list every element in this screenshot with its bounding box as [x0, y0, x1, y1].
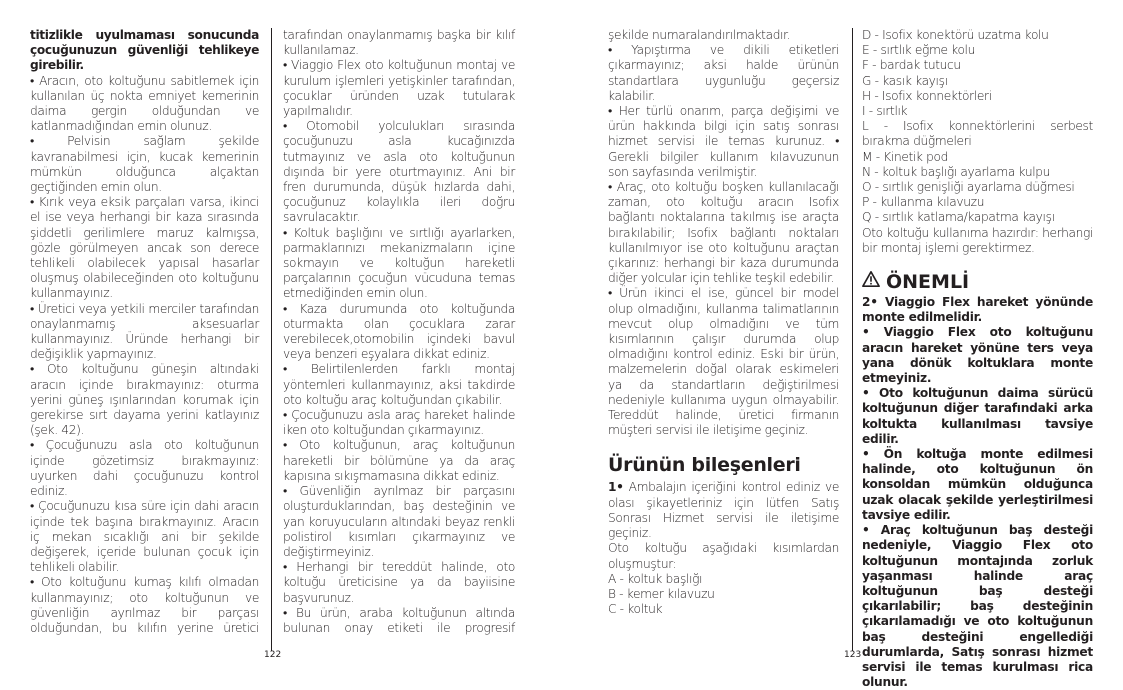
column3-paragraph: şekilde numaralandırılmaktadır. — [608, 28, 791, 42]
column1-paragraph: • Çocuğunuzu kısa süre için dahi aracın içinde tek başına bırakmayınız. Aracın iç mekan sıcaklığı ani bir şekilde değişerek, içeride bulunan çocuk için tehlikeli olabilir. — [30, 499, 259, 575]
column1-paragraph: • Pelvisin sağlam şekilde kavranabilmesi için, kucak kemerinin mümkün olduğunca alçaktan geçtiğinden emin olun. — [30, 134, 259, 195]
column1-paragraph: • Aracın, oto koltuğunu sabitlemek için kullanılan üç nokta emniyet kemerinin daima gergin olduğundan ve katlanmadığından emin olunuz. — [30, 73, 259, 134]
page-number-left: 122 — [264, 650, 282, 660]
step-number: 1• — [608, 480, 624, 495]
column2-paragraph: • Oto koltuğunun, araç koltuğunun hareketli bir bölümüne ya da araç kapısına sıkışmamasına dikkat ediniz. — [283, 438, 515, 483]
column1-heading: titizlikle uyulmaması sonucunda çocuğunuzun güvenliği tehlikeye girebilir. — [30, 28, 259, 73]
component-item: P - kullanma kılavuzu — [862, 195, 985, 210]
warning-triangle-icon — [862, 270, 880, 293]
component-item: D - Isofix konektörü uzatma kolu — [862, 28, 1049, 42]
component-item: F - bardak tutucu — [862, 58, 961, 73]
right-page-divider — [852, 28, 853, 651]
important-block — [862, 295, 1093, 690]
right-page-column-4 — [862, 28, 1093, 690]
column2-paragraph: • Belirtilenlerden farklı montaj yöntemleri kullanmayınız, aksi takdirde oto koltuğu araç koltuğundan çıkabilir. — [283, 362, 515, 407]
column2-paragraph: • Otomobil yolculukları sırasında çocuğunuzu asla kucağınızda tutmayınız ve asla oto koltuğunun dışında bir yere oturtmayınız. Ani bir fren durumunda, düşük hızlarda dahi, çocuğunuz kolaylıkla ileri doğru savrulacaktır. — [283, 119, 515, 225]
component-item: E - sırtlık eğme kolu — [862, 43, 975, 58]
component-item: G - kasık kayışı — [862, 73, 948, 88]
component-item: O - sırtlık genişliği ayarlama düğmesi — [862, 180, 1075, 195]
column2-paragraph: • Koltuk başlığını ve sırtlığı ayarlarken, parmaklarınızı mekanizmaların içine sokmayın ve koltuğun hareketli parçalarının çocuğun vücuduna temas etmediğinden emin olun. — [283, 225, 515, 301]
left-page-column-1 — [30, 28, 259, 636]
important-paragraph: • Araç koltuğunun baş desteği nedeniyle, Viaggio Flex oto koltuğunun montajında zorluk yaşanması halinde araç koltuğunun baş desteği çıkarılabilir; baş desteğinin çıkarılamadığı ve oto koltuğunun baş desteğini engellediği durumlarda, Satış sonrası hizmet servisi ile temas kurulması rica olunur. — [862, 523, 1093, 690]
column2-paragraph: • Çocuğunuzu asla araç hareket halinde iken oto koltuğundan çıkarmayınız. — [283, 408, 515, 438]
column2-paragraph: tarafından onaylanmamış başka bir kılıf kullanılamaz. — [283, 28, 515, 58]
right-page-column-3 — [608, 28, 839, 617]
important-title: ÖNEMLİ — [886, 270, 970, 293]
components-intro — [608, 480, 839, 541]
column1-paragraph: • Oto koltuğunu kumaş kılıfı olmadan kullanmayınız; oto koltuğunun ve güvenliğin ayrılmaz bir parçası olduğundan, bu kılıfın yerine üretici — [30, 575, 259, 635]
component-item: L - Isofix konnektörlerini serbest bırakma düğmeleri — [862, 119, 1093, 149]
column3-paragraph: • Yapıştırma ve dikili etiketleri çıkarmayınız; aksi halde ürünün standartlara uygunluğu geçersiz kalabilir. — [608, 43, 839, 103]
column2-paragraph: • Güvenliğin ayrılmaz bir parçasını oluşturduklarından, baş desteğinin ve yan koruyucuların altındaki beyaz renkli polistirol kısımları çıkarmayınız ve değiştirmeyiniz. — [283, 484, 515, 559]
component-item: Q - sırtlık katlama/kapatma kayışı — [862, 210, 1055, 225]
column3-paragraph: • Her türlü onarım, parça değişimi ve ürün hakkında bilgi için satış sonrası hizmet servisi ile temas kurunuz. • Gerekli bilgiler kullanım kılavuzunun son sayfasında verilmiştir. — [608, 104, 839, 179]
column1-paragraph: • Üretici veya yetkili merciler tarafından onaylanmamış aksesuarlar kullanmayınız. Üründe herhangi bir değişiklik yapmayınız. — [30, 301, 259, 362]
left-page-column-2 — [283, 28, 515, 636]
ready-text: Oto koltuğu kullanıma hazırdır: herhangi bir montaj işlemi gerektirmez. — [862, 225, 1093, 255]
column2-paragraph: • Bu ürün, araba koltuğunun altında bulunan onay etiketi ile progresif — [283, 605, 515, 635]
left-page-divider — [271, 28, 272, 651]
column3-paragraph: • Araç, oto koltuğu boşken kullanılacağı zaman, oto koltuğu aracın Isofix bağlantı noktalarına takılmış ise araçta bırakılabilir; Isofix bağlantı noktaları kullanılmıyor ise oto koltuğunu araçtan çıkarınız: herhangi bir kaza durumunda diğer yolcular için tehlike teşkil edebilir. — [608, 180, 839, 286]
component-item: N - koltuk başlığı ayarlama kulpu — [862, 164, 1050, 179]
column2-paragraph: • Viaggio Flex oto koltuğunun montaj ve kurulum işlemleri yetişkinler tarafından, çocuklar üründen uzak tutularak yapılmalıdır. — [283, 58, 515, 119]
column1-paragraph: • Oto koltuğunu güneşin altındaki aracın içinde bırakmayınız: oturma yerini güneş ışınlarından korumak için gerekirse sırt dayama yerini katlayınız (şek. 42). — [30, 362, 259, 438]
column1-paragraph: • Çocuğunuzu asla oto koltuğunun içinde gözetimsiz bırakmayınız: uyurken dahi çocuğunuzu kontrol ediniz. — [30, 438, 259, 499]
column1-paragraph: • Kırık veya eksik parçaları varsa, ikinci el ise veya herhangi bir kaza sırasında şiddetli gerilimlere maruz kalmışsa, gözle görülmeyen ancak son derece tehlikeli olabilecek yapısal hasarlar oluşmuş olabileceğinden oto koltuğunu kullanmayınız. — [30, 195, 259, 301]
component-item: I - sırtlık — [862, 104, 908, 119]
page-number-right: 123 — [844, 650, 862, 660]
important-heading — [862, 270, 1093, 293]
component-item: C - koltuk — [608, 602, 663, 617]
important-paragraph: 2• Viaggio Flex hareket yönünde monte edilmelidir. — [862, 295, 1093, 325]
components-list-intro: Oto koltuğu aşağıdaki kısımlardan oluşmuştur: — [608, 541, 839, 571]
components-intro-text: Ambalajın içeriğini kontrol ediniz ve olası şikayetleriniz için lütfen Satış Sonrası Hizmet servisi ile iletişime geçiniz. — [608, 480, 839, 541]
column3-paragraph: • Ürün ikinci el ise, güncel bir model olup olmadığını, kullanma talimatlarının mevcut olup olmadığını ve tüm kısımlarının çalışır durumda olup olmadığını kontrol ediniz. Eski bir ürün, malzemelerin doğal olarak eskimeleri ya da standartların değiştirilmesi nedeniyle kullanıma uygun olmayabilir. Tereddüt halinde, üretici firmanın müşteri servisi ile iletişime geçiniz. — [608, 286, 839, 438]
component-item: A - koltuk başlığı — [608, 571, 703, 586]
important-paragraph: • Oto koltuğunun daima sürücü koltuğunun diğer tarafındaki arka koltukta kullanılması tavsiye edilir. — [862, 386, 1093, 446]
important-paragraph: • Viaggio Flex oto koltuğunu aracın hareket yönüne ters veya yana dönük koltuklara monte etmeyiniz. — [862, 325, 1093, 386]
component-item: B - kemer kılavuzu — [608, 586, 715, 601]
component-item: H - Isofix konnektörleri — [862, 88, 992, 103]
important-paragraph: • Ön koltuğa monte edilmesi halinde, oto koltuğunun ön konsoldan mümkün olduğunca uzak olacak şekilde yerleştirilmesi tavsiye edilir. — [862, 447, 1093, 522]
column2-paragraph: • Kaza durumunda oto koltuğunda oturmakta olan çocuklara zarar verebilecek,otomobilin içindeki bavul veya benzeri eşyalara dikkat ediniz. — [283, 301, 515, 362]
section-title-components: Ürünün bileşenleri — [608, 454, 801, 477]
component-item: M - Kinetik pod — [862, 149, 949, 164]
column2-paragraph: • Herhangi bir tereddüt halinde, oto koltuğu üreticisine ya da bayiisine başvurunuz. — [283, 560, 515, 605]
